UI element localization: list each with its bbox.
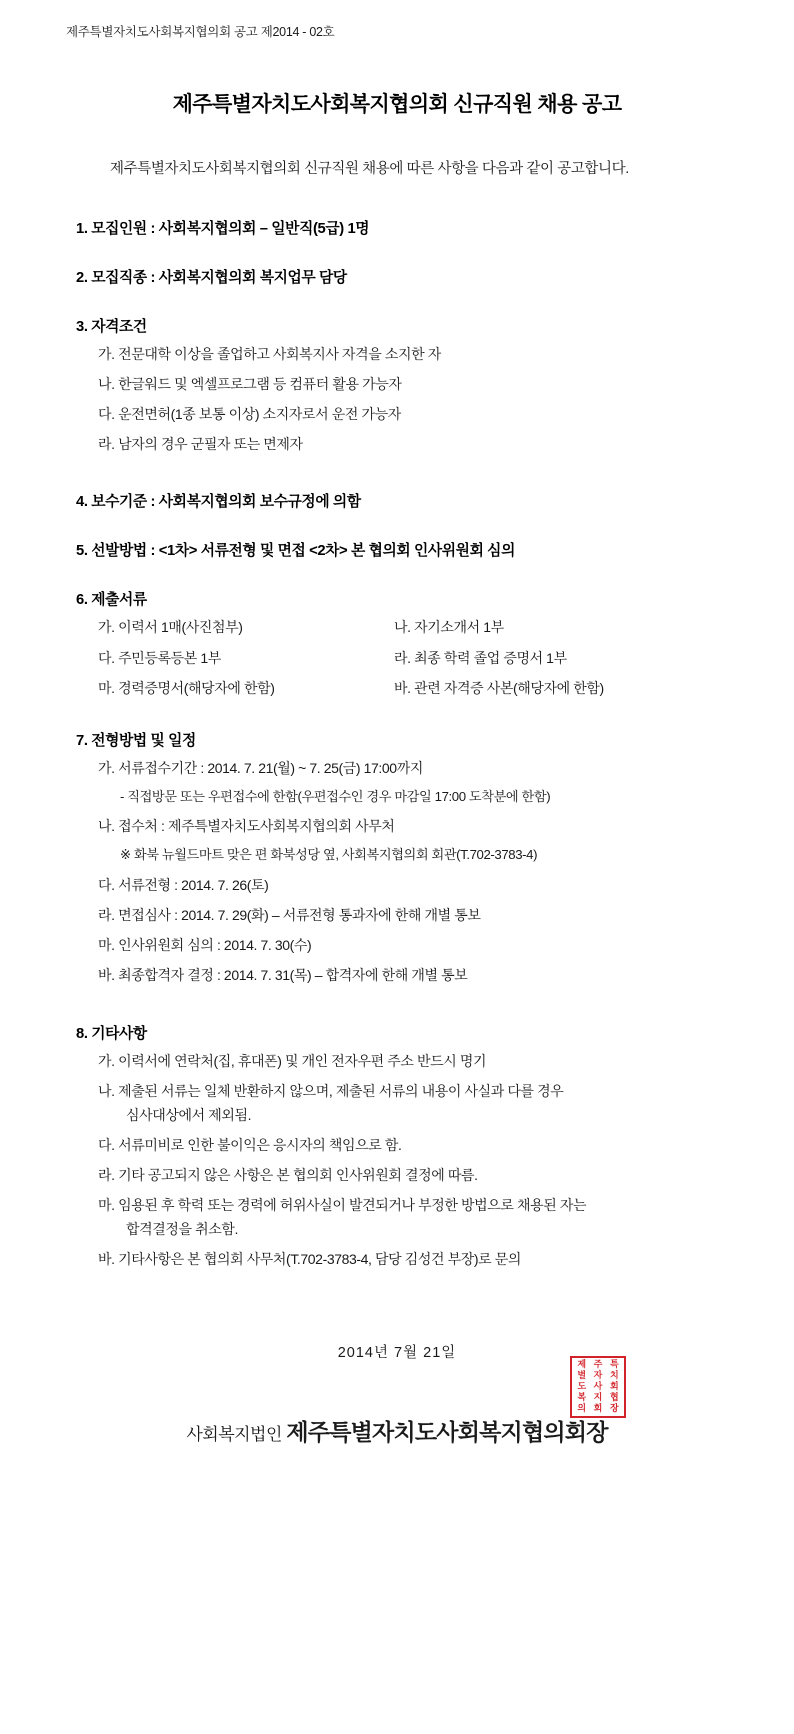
list-item [68, 676, 736, 701]
list-item: 다. 서류미비로 인한 불이익은 응시자의 책임으로 함. [98, 1136, 402, 1153]
document-item: 다. 주민등록등본 1부 [98, 649, 221, 666]
seal-char: 특 [609, 1359, 619, 1370]
section-heading: 7. 전형방법 및 일정 [76, 732, 196, 749]
list-item: 라. 남자의 경우 군필자 또는 면제자 [98, 436, 303, 453]
list-item: 나. 접수처 : 제주특별자치도사회복지협의회 사무처 [98, 818, 395, 835]
list-item: 라. 기타 공고되지 않은 사항은 본 협의회 인사위원회 결정에 따름. [98, 1166, 478, 1183]
list-item: 가. 서류접수기간 : 2014. 7. 21(월) ~ 7. 25(금) 17:00까지 [98, 759, 423, 776]
section-heading: 2. 모집직종 : 사회복지협의회 복지업무 담당 [76, 269, 347, 286]
signature-organization: 제주특별자치도사회복지협의회장 [286, 1419, 608, 1446]
official-seal-icon [570, 1356, 626, 1418]
section-heading: 3. 자격조건 [76, 318, 147, 335]
list-item: 마. 인사위원회 심의 : 2014. 7. 30(수) [98, 937, 312, 954]
signature-prefix: 사회복지법인 [186, 1425, 282, 1445]
seal-char: 의 [577, 1403, 587, 1414]
list-item [68, 646, 736, 671]
section-heading: 6. 제출서류 [76, 592, 147, 609]
seal-char: 도 [577, 1381, 587, 1392]
section-required-documents [58, 588, 736, 701]
section-selection-method [58, 539, 736, 560]
list-item: 나. 제출된 서류는 일체 반환하지 않으며, 제출된 서류의 내용이 사실과 다를 경우 [98, 1082, 564, 1099]
section-process-schedule [58, 729, 736, 988]
seal-char: 치 [609, 1370, 619, 1381]
section-job-type [58, 266, 736, 287]
seal-char: 사 [593, 1381, 603, 1392]
section-heading: 5. 선발방법 : <1차> 서류전형 및 면접 <2차> 본 협의회 인사위원회 심의 [76, 543, 515, 560]
seal-char: 복 [577, 1392, 587, 1403]
seal-char: 제 [577, 1359, 587, 1370]
list-item: 라. 면접심사 : 2014. 7. 29(화) – 서류전형 통과자에 한해 개별 통보 [98, 907, 481, 924]
document-item: 마. 경력증명서(해당자에 한함) [98, 680, 275, 697]
list-item-continuation: 합격결정을 취소함. [126, 1220, 238, 1237]
page-title: 제주특별자치도사회복지협의회 신규직원 채용 공고 [172, 93, 622, 116]
list-item-note: - 직접방문 또는 우편접수에 한함(우편접수인 경우 마감일 17:00 도착분에 한함) [120, 788, 551, 804]
document-item: 나. 자기소개서 1부 [394, 619, 504, 636]
intro-paragraph: 제주특별자치도사회복지협의회 신규직원 채용에 따른 사항을 다음과 같이 공고합니다. [110, 161, 629, 177]
list-item: 마. 임용된 후 학력 또는 경력에 허위사실이 발견되거나 부정한 방법으로 채용된 자는 [98, 1196, 587, 1213]
section-heading: 4. 보수기준 : 사회복지협의회 보수규정에 의함 [76, 494, 361, 511]
signature-block [58, 1359, 736, 1447]
list-item: 바. 기타사항은 본 협의회 사무처(T.702-3783-4, 담당 김성건 부장)로 문의 [98, 1251, 521, 1268]
list-item: 가. 전문대학 이상을 졸업하고 사회복지사 자격을 소지한 자 [98, 345, 441, 362]
seal-char: 지 [593, 1392, 603, 1403]
list-item [68, 615, 736, 640]
document-item: 라. 최종 학력 졸업 증명서 1부 [394, 649, 567, 666]
notice-number: 제주특별자치도사회복지협의회 공고 제2014 - 02호 [66, 25, 335, 39]
section-qualifications [58, 315, 736, 456]
seal-char: 자 [593, 1370, 603, 1381]
seal-char: 협 [609, 1392, 619, 1403]
list-item: 바. 최종합격자 결정 : 2014. 7. 31(목) – 합격자에 한해 개별 통보 [98, 967, 468, 984]
list-item: 다. 운전면허(1종 보통 이상) 소지자로서 운전 가능자 [98, 405, 401, 422]
section-heading: 1. 모집인원 : 사회복지협의회 – 일반직(5급) 1명 [76, 220, 370, 237]
document-item: 바. 관련 자격증 사본(해당자에 한함) [394, 680, 604, 697]
list-item: 가. 이력서에 연락처(집, 휴대폰) 및 개인 전자우편 주소 반드시 명기 [98, 1052, 487, 1069]
list-item: 다. 서류전형 : 2014. 7. 26(토) [98, 877, 269, 894]
list-item-continuation: 심사대상에서 제외됨. [126, 1106, 252, 1123]
seal-char: 별 [577, 1370, 587, 1381]
list-item-note: ※ 화북 뉴월드마트 맞은 편 화북성당 옆, 사회복지협의회 회관(T.702-3783-4) [120, 847, 538, 863]
section-heading: 8. 기타사항 [76, 1025, 147, 1042]
list-item: 나. 한글워드 및 엑셀프로그램 등 컴퓨터 활용 가능자 [98, 375, 402, 392]
seal-char: 회 [609, 1381, 619, 1392]
section-salary [58, 490, 736, 511]
document-item: 가. 이력서 1매(사진첨부) [98, 619, 243, 636]
seal-char: 회 [593, 1403, 603, 1414]
section-recruitment-count [58, 217, 736, 238]
issue-date: 2014년 7월 21일 [337, 1345, 457, 1362]
seal-char: 주 [593, 1359, 603, 1370]
section-other-matters [58, 1022, 736, 1272]
seal-char: 장 [609, 1403, 619, 1414]
seal-characters [572, 1358, 624, 1416]
